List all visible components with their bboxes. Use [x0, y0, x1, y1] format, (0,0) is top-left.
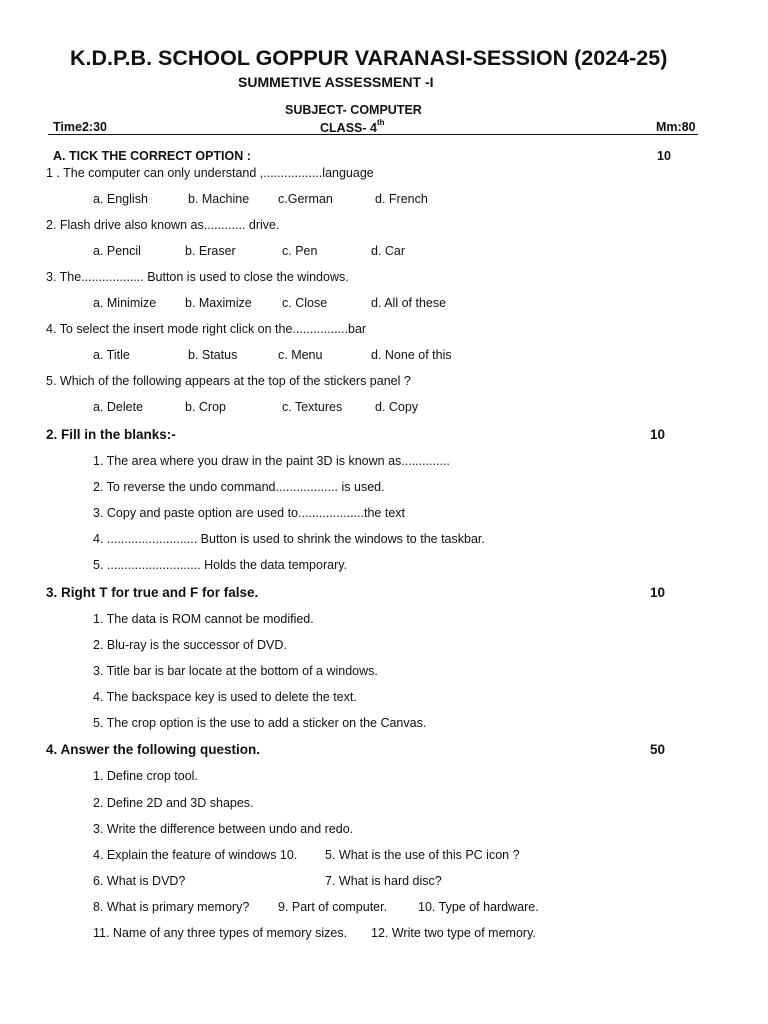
answer-question: 11. Name of any three types of memory sizes. [93, 926, 348, 940]
answer-question: 6. What is DVD? [93, 874, 186, 888]
mcq-option: b. Status [188, 348, 238, 362]
mcq-option: c.German [278, 192, 333, 206]
answer-question: 10. Type of hardware. [418, 900, 539, 914]
mcq-option: d. Car [371, 244, 406, 258]
fill-blank-item: 3. Copy and paste option are used to...................the text [93, 506, 405, 520]
mcq-option: d. None of this [371, 348, 452, 362]
section-4-heading: 4. Answer the following question. [46, 742, 261, 757]
mcq-option: b. Machine [188, 192, 250, 206]
class-text: CLASS- 4 [320, 121, 377, 136]
section-4-marks: 50 [650, 742, 666, 757]
section-a-heading: A. TICK THE CORRECT OPTION : [53, 149, 251, 163]
true-false-item: 3. Title bar is bar locate at the bottom of a windows. [93, 664, 378, 678]
answer-question: 9. Part of computer. [278, 900, 388, 914]
mcq-option: a. Pencil [93, 244, 141, 258]
true-false-item: 5. The crop option is the use to add a sticker on the Canvas. [93, 716, 427, 730]
mcq-option: c. Menu [278, 348, 323, 362]
class-superscript: th [376, 118, 385, 127]
answer-question: 8. What is primary memory? [93, 900, 250, 914]
mcq-option: d. Copy [375, 400, 419, 414]
answer-question: 4. Explain the feature of windows 10. [93, 848, 298, 862]
mcq-option: d. French [375, 192, 428, 206]
max-marks-label: Mm:80 [656, 120, 696, 134]
mcq-question: 4. To select the insert mode right click on the................bar [46, 322, 367, 336]
school-title: K.D.P.B. SCHOOL GOPPUR VARANASI-SESSION (2024-25) [70, 46, 668, 70]
mcq-option: b. Maximize [185, 296, 252, 310]
answer-question: 12. Write two type of memory. [371, 926, 536, 940]
mcq-option: d. All of these [371, 296, 447, 310]
fill-blank-item: 2. To reverse the undo command.................. is used. [93, 480, 385, 494]
section-2-heading: 2. Fill in the blanks:- [46, 427, 176, 442]
mcq-option: a. Minimize [93, 296, 157, 310]
mcq-option: a. Delete [93, 400, 144, 414]
answer-question: 3. Write the difference between undo and redo. [93, 822, 354, 836]
mcq-option: a. English [93, 192, 148, 206]
mcq-option: b. Eraser [185, 244, 236, 258]
fill-blank-item: 1. The area where you draw in the paint 3D is known as.............. [93, 454, 450, 468]
header-divider [48, 134, 698, 135]
mcq-option: a. Title [93, 348, 130, 362]
assessment-subtitle: SUMMETIVE ASSESSMENT -I [238, 74, 434, 90]
subject-label: SUBJECT- COMPUTER [285, 103, 422, 117]
true-false-item: 2. Blu-ray is the successor of DVD. [93, 638, 287, 652]
fill-blank-item: 5. ........................... Holds the data temporary. [93, 558, 348, 572]
section-a-marks: 10 [657, 149, 671, 163]
answer-question: 7. What is hard disc? [325, 874, 442, 888]
answer-question: 5. What is the use of this PC icon ? [325, 848, 520, 862]
section-3-marks: 10 [650, 585, 666, 600]
mcq-option: b. Crop [185, 400, 226, 414]
class-label [320, 120, 385, 135]
mcq-question: 3. The.................. Button is used to close the windows. [46, 270, 349, 284]
mcq-question: 2. Flash drive also known as............ drive. [46, 218, 280, 232]
mcq-option: c. Pen [282, 244, 318, 258]
mcq-question: 1 . The computer can only understand ,.................language [46, 166, 374, 180]
answer-question: 2. Define 2D and 3D shapes. [93, 796, 254, 810]
section-3-heading: 3. Right T for true and F for false. [46, 585, 259, 600]
fill-blank-item: 4. .......................... Button is used to shrink the windows to the taskbar. [93, 532, 485, 546]
time-label: Time2:30 [53, 120, 107, 134]
true-false-item: 4. The backspace key is used to delete the text. [93, 690, 357, 704]
true-false-item: 1. The data is ROM cannot be modified. [93, 612, 314, 626]
answer-question: 1. Define crop tool. [93, 769, 198, 783]
mcq-option: c. Textures [282, 400, 343, 414]
mcq-question: 5. Which of the following appears at the top of the stickers panel ? [46, 374, 411, 388]
section-2-marks: 10 [650, 427, 666, 442]
mcq-option: c. Close [282, 296, 328, 310]
